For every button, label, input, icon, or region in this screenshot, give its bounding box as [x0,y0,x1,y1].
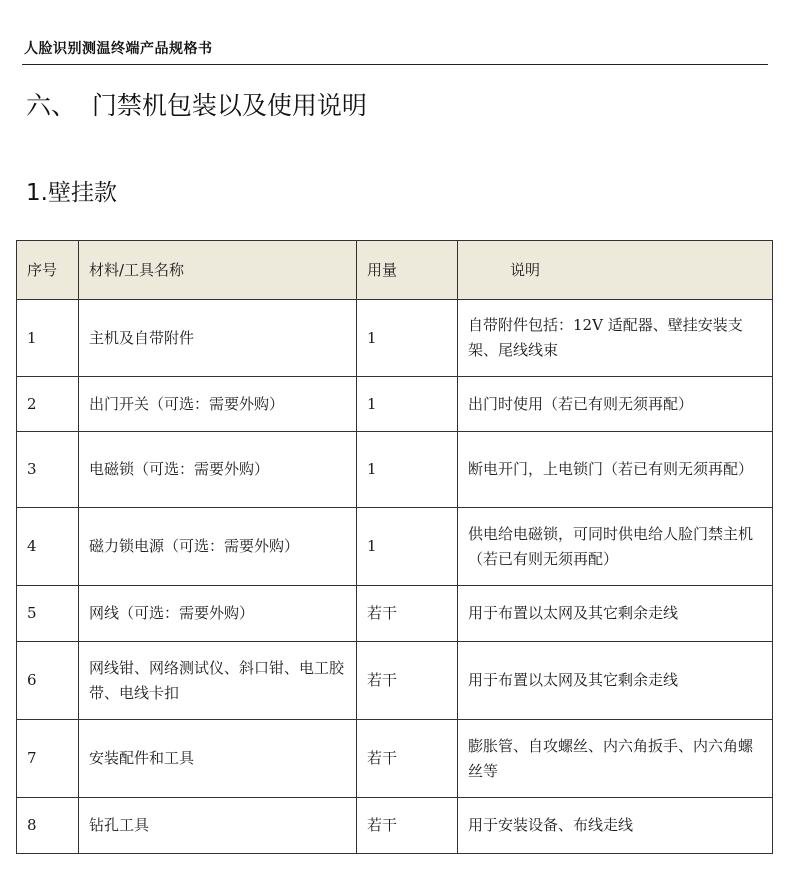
cell-qty: 若干 [357,720,458,798]
cell-desc: 供电给电磁锁，可同时供电给人脸门禁主机 （若已有则无须再配） [458,508,773,586]
column-header-name: 材料/工具名称 [79,241,357,300]
subsection-title: 1.壁挂款 [26,180,117,206]
cell-desc: 用于布置以太网及其它剩余走线 [458,642,773,720]
cell-qty: 若干 [357,798,458,854]
table-header-row [17,241,773,300]
cell-desc: 断电开门，上电锁门（若已有则无须再配） [458,432,773,508]
cell-desc: 用于安装设备、布线走线 [458,798,773,854]
cell-desc: 用于布置以太网及其它剩余走线 [458,586,773,642]
cell-qty: 1 [357,432,458,508]
cell-name: 主机及自带附件 [79,300,357,377]
cell-no: 8 [17,798,79,854]
cell-qty: 1 [357,300,458,377]
cell-no: 3 [17,432,79,508]
table-row [17,720,773,798]
cell-qty: 若干 [357,642,458,720]
cell-no: 6 [17,642,79,720]
cell-name: 电磁锁（可选：需要外购） [79,432,357,508]
cell-name: 网线钳、网络测试仪、斜口钳、电工胶带、电线卡扣 [79,642,357,720]
table-row [17,798,773,854]
cell-desc: 出门时使用（若已有则无须再配） [458,377,773,432]
cell-no: 7 [17,720,79,798]
table-row [17,377,773,432]
table-row [17,642,773,720]
cell-name: 网线（可选：需要外购） [79,586,357,642]
cell-name: 钻孔工具 [79,798,357,854]
table-row [17,432,773,508]
header-divider [22,64,768,65]
table-row [17,508,773,586]
cell-desc: 自带附件包括：12V 适配器、壁挂安装支架、尾线线束 [458,300,773,377]
cell-qty: 1 [357,508,458,586]
table-row [17,586,773,642]
document-header-title: 人脸识别测温终端产品规格书 [24,41,213,57]
cell-desc: 膨胀管、自攻螺丝、内六角扳手、内六角螺丝等 [458,720,773,798]
table-row [17,300,773,377]
column-header-no: 序号 [17,241,79,300]
cell-no: 5 [17,586,79,642]
cell-qty: 1 [357,377,458,432]
column-header-desc: 说明 [458,241,773,300]
cell-no: 4 [17,508,79,586]
cell-name: 出门开关（可选：需要外购） [79,377,357,432]
packing-list-table [16,240,773,854]
cell-no: 1 [17,300,79,377]
cell-name: 磁力锁电源（可选：需要外购） [79,508,357,586]
cell-name: 安装配件和工具 [79,720,357,798]
column-header-qty: 用量 [357,241,458,300]
cell-no: 2 [17,377,79,432]
section-title: 六、 门禁机包装以及使用说明 [26,91,367,120]
cell-qty: 若干 [357,586,458,642]
